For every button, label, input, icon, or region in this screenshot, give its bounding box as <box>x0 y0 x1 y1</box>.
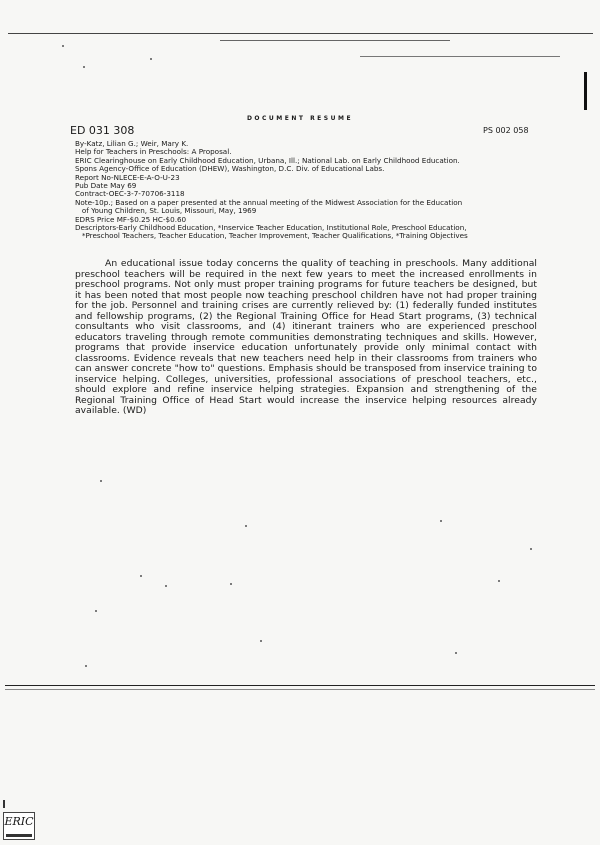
meta-line: of Young Children, St. Louis, Missouri, May, 1969 <box>75 206 257 216</box>
scan-speck <box>100 480 102 482</box>
eric-logo-text: ERIC <box>4 815 34 828</box>
abstract-paragraph: An educational issue today concerns the quality of teaching in preschools. Many additional preschool teachers will be required in the next few years to meet the increased enrollments in preschool programs. Not only must proper training programs for future teachers be designed, but it has been noted that most people now teaching preschool children have not had proper training for the job. Personnel and training crises are currently relieved by: (1) federally funded institutes and fellowship programs, (2) the Regional Training Office for Head Start programs, (3) technical consultants who visit classrooms, and (4) itinerant trainers who are experienced preschool educators traveling through remote communities demonstrating techniques and skills. However, programs that provide inservice education unfortunately provide only minimal contact with classrooms. Evidence reveals that new teachers need help in their classrooms from trainers who can answer concrete "how to" questions. Emphasis should be transposed from inservice training to inservice helping. Colleges, universities, professional associations of preschool teachers, etc., should explore and refine inservice helping strategies. Expansion and strengthening of the Regional Training Office of Head Start would increase the inservice helping resources already available. (WD) <box>75 258 537 416</box>
meta-line: Spons Agency-Office of Education (DHEW), Washington, D.C. Div. of Educational Labs. <box>75 164 385 174</box>
document-heading: DOCUMENT RESUME <box>246 115 354 122</box>
ed-number: ED 031 308 <box>70 124 135 137</box>
scan-speck <box>150 58 152 60</box>
meta-line: Descriptors-Early Childhood Education, *Inservice Teacher Education, Institutional Role, Preschool Education, <box>75 223 467 233</box>
meta-line: By-Katz, Lilian G.; Weir, Mary K. <box>75 139 189 148</box>
scan-speck <box>95 610 97 612</box>
scan-speck <box>530 548 532 550</box>
meta-line: Contract-OEC-3-7-70706-3118 <box>75 189 185 199</box>
scan-rule-top-2 <box>220 40 450 41</box>
scan-speck <box>260 640 262 642</box>
bibliographic-metadata <box>75 140 545 241</box>
scan-speck <box>498 580 500 582</box>
scan-speck <box>230 583 232 585</box>
eric-logo <box>3 812 35 840</box>
scan-rule-bottom-2 <box>5 689 595 690</box>
meta-line: ERIC Clearinghouse on Early Childhood Education, Urbana, Ill.; National Lab. on Early Childhood Education. <box>75 155 460 165</box>
scan-speck <box>455 652 457 654</box>
scan-vertical-bar <box>584 72 587 110</box>
meta-line: *Preschool Teachers, Teacher Education, Teacher Improvement, Teacher Qualifications, *Training Objectives <box>75 231 468 241</box>
eric-logo-tick <box>3 800 5 808</box>
scan-speck <box>85 665 87 667</box>
scan-speck <box>62 45 64 47</box>
scan-rule-bottom <box>5 685 595 686</box>
ps-number: PS 002 058 <box>483 126 529 135</box>
scan-rule-top-3 <box>360 56 560 57</box>
scan-speck <box>245 525 247 527</box>
meta-line: Report No-NLECE-E-A-O-U-23 <box>75 172 180 182</box>
meta-line: Help for Teachers in Preschools: A Proposal. <box>75 147 232 157</box>
scan-speck <box>140 575 142 577</box>
meta-line: Pub Date May 69 <box>75 181 137 191</box>
meta-line: Note-10p.; Based on a paper presented at the annual meeting of the Midwest Association for the Education <box>75 197 463 207</box>
scan-speck <box>165 585 167 587</box>
eric-logo-band <box>6 834 32 837</box>
scan-speck <box>440 520 442 522</box>
scan-rule-top <box>8 33 593 34</box>
scan-speck <box>83 66 85 68</box>
meta-line: EDRS Price MF-$0.25 HC-$0.60 <box>75 214 187 224</box>
